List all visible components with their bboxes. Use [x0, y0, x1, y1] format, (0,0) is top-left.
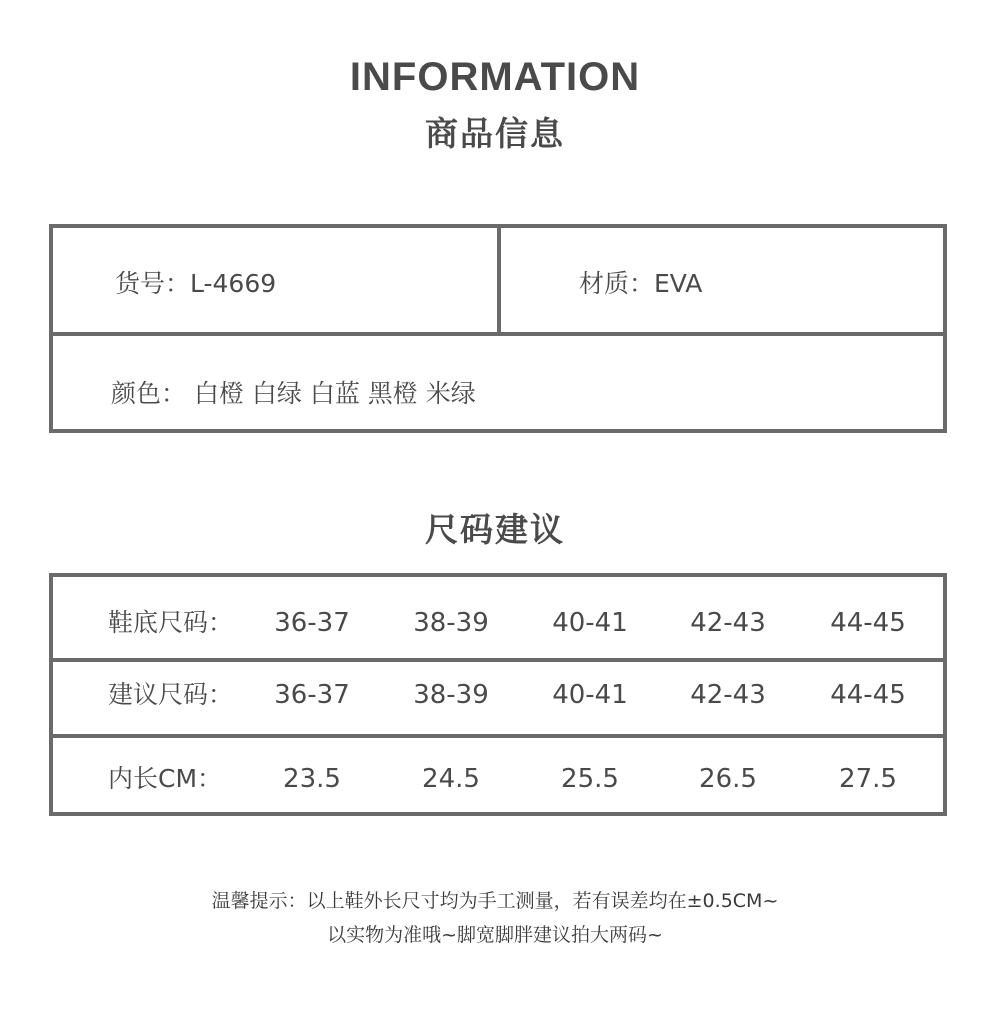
table-cell: 23.5 — [283, 764, 341, 794]
table-cell: 42-43 — [690, 680, 766, 710]
row-label: 建议尺码： — [108, 680, 234, 709]
row-divider — [53, 734, 943, 738]
table-cell: 44-45 — [830, 680, 906, 710]
table-row — [53, 675, 943, 715]
page-title-en: INFORMATION — [349, 55, 641, 99]
material: 材质：EVA — [579, 269, 703, 298]
table-cell: 36-37 — [274, 608, 350, 638]
note-line-2: 以实物为准哦~脚宽脚胖建议拍大两码~ — [327, 924, 663, 946]
table-cell: 40-41 — [552, 680, 628, 710]
colors: 颜色： 白橙 白绿 白蓝 黑橙 米绿 — [111, 379, 476, 408]
row-label: 鞋底尺码： — [108, 608, 234, 637]
size-table — [49, 573, 947, 816]
note-line-1: 温馨提示：以上鞋外长尺寸均为手工测量，若有误差均在±0.5CM~ — [211, 890, 779, 912]
table-cell: 25.5 — [561, 764, 619, 794]
table-cell: 36-37 — [274, 680, 350, 710]
item-number: 货号：L-4669 — [115, 269, 277, 298]
table-cell: 24.5 — [422, 764, 480, 794]
table-cell: 27.5 — [839, 764, 897, 794]
page-title-cn: 商品信息 — [425, 114, 565, 153]
table-divider-horizontal — [53, 332, 943, 336]
table-cell: 42-43 — [690, 608, 766, 638]
product-info-table — [49, 224, 947, 433]
table-cell: 40-41 — [552, 608, 628, 638]
table-cell: 44-45 — [830, 608, 906, 638]
row-label: 内长CM： — [108, 764, 223, 793]
table-cell: 26.5 — [699, 764, 757, 794]
table-divider-vertical — [497, 228, 501, 332]
table-row — [53, 759, 943, 799]
table-row — [53, 603, 943, 643]
table-cell: 38-39 — [413, 608, 489, 638]
size-section-title: 尺码建议 — [425, 510, 565, 549]
table-cell: 38-39 — [413, 680, 489, 710]
row-divider — [53, 658, 943, 662]
